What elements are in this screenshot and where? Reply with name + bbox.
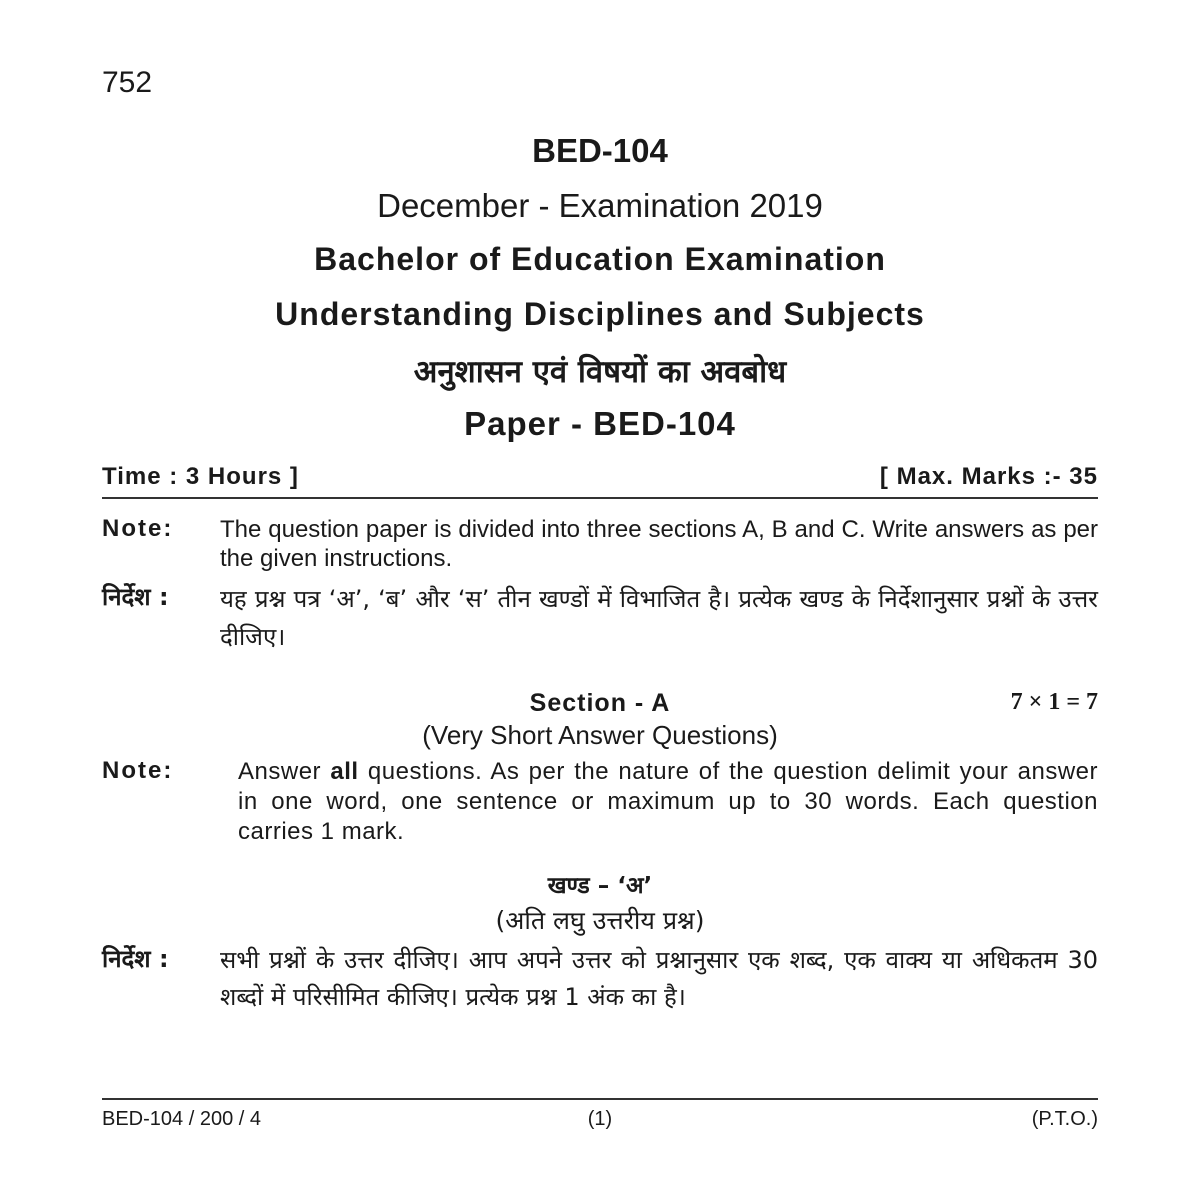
subject-title-hi: अनुशासन एवं विषयों का अवबोध bbox=[413, 354, 787, 390]
nirdesh-label: निर्देश : bbox=[102, 583, 169, 611]
section-a-note-text bbox=[238, 757, 1098, 847]
exam-session: December - Examination 2019 bbox=[377, 187, 823, 224]
section-a-title-hi: खण्ड – ‘अ’ bbox=[547, 873, 653, 899]
footer-pto: (P.T.O.) bbox=[1031, 1108, 1098, 1130]
nirdesh-text: यह प्रश्न पत्र ‘अ’, ‘ब’ और ‘स’ तीन खण्डों में विभाजित है। प्रत्येक खण्ड के निर्देशानुसार प्रश्नों के उत्तर दीजिए। bbox=[220, 585, 1098, 651]
section-a-nirdesh-label: निर्देश : bbox=[102, 945, 169, 973]
footer-divider bbox=[102, 1098, 1098, 1100]
note-text: The question paper is divided into three sections A, B and C. Write answers as per the given instructions. bbox=[220, 516, 1098, 572]
section-a-note-post: questions. As per the nature of the question delimit your answer in one word, one sentence or maximum up to 30 words. Each question carries 1 mark. bbox=[238, 758, 1099, 845]
footer-code: BED-104 / 200 / 4 bbox=[102, 1108, 261, 1130]
subject-title-en: Understanding Disciplines and Subjects bbox=[275, 296, 925, 332]
section-a-nirdesh-text: सभी प्रश्नों के उत्तर दीजिए। आप अपने उत्तर को प्रश्नानुसार एक शब्द, एक वाक्य या अधिकतम 30 शब्दों में परिसीमित कीजिए। प्रत्येक प्रश्न 1 अंक का है। bbox=[220, 946, 1098, 1011]
note-label: Note: bbox=[102, 515, 174, 542]
section-a-title: Section - A bbox=[529, 689, 671, 717]
section-a-subtitle-hi: (अति लघु उत्तरीय प्रश्न) bbox=[495, 906, 705, 935]
section-a-subtitle: (Very Short Answer Questions) bbox=[422, 720, 778, 750]
programme-title: Bachelor of Education Examination bbox=[314, 241, 886, 277]
paper-code-title: BED-104 bbox=[532, 132, 668, 169]
paper-title: Paper - BED-104 bbox=[464, 405, 736, 442]
max-marks-label: [ Max. Marks :- 35 bbox=[879, 463, 1098, 490]
time-label: Time : 3 Hours ] bbox=[102, 463, 299, 490]
header-divider bbox=[102, 497, 1098, 499]
page-number: 752 bbox=[102, 66, 153, 99]
section-a-note-bold: all bbox=[330, 758, 359, 785]
footer-page-number: (1) bbox=[587, 1108, 613, 1130]
section-a-note-pre: Answer bbox=[238, 758, 331, 785]
section-a-note-label: Note: bbox=[102, 757, 174, 784]
section-a-marks: 7 × 1 = 7 bbox=[1010, 689, 1098, 715]
